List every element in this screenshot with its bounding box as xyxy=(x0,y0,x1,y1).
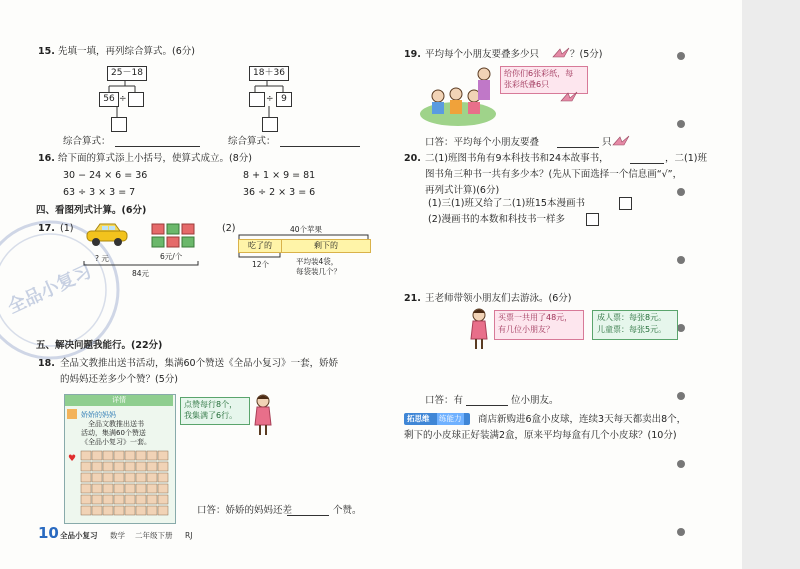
ext-badge-label-1: 拓思维 xyxy=(407,414,430,423)
car-price-label: ? 元 xyxy=(95,254,109,263)
binding-hole xyxy=(677,392,685,400)
q16-number: 16. xyxy=(38,153,55,164)
girl-figure-icon xyxy=(250,393,276,437)
q20-option-1: (1)三(1)班又给了二(1)班15本漫画书 xyxy=(428,198,585,209)
q18-number: 18. xyxy=(38,358,55,369)
binding-hole xyxy=(677,52,685,60)
q15-right-divisor: 9 xyxy=(276,92,292,107)
q16-equation-2[interactable]: 8 + 1 × 9 = 81 xyxy=(243,170,316,181)
q21-answer-suffix: 位小朋友。 xyxy=(511,395,559,406)
q15-combined-label-left: 综合算式： xyxy=(63,136,111,147)
q15-number: 15. xyxy=(38,46,55,57)
binding-hole xyxy=(677,528,685,536)
speech-bubble-tickets-line2: 有几位小朋友？ xyxy=(498,325,554,334)
paper-crane-icon xyxy=(612,135,630,147)
post-text-3: 《全品小复习》一套。 xyxy=(81,438,151,446)
section-5-title: 五、解决问题我能行。(22分) xyxy=(36,340,163,351)
q15-left-dividend: 56 xyxy=(99,92,119,107)
speech-bubble-paper-line1: 给你们6张彩纸，每 xyxy=(504,69,574,78)
q16-equation-1[interactable]: 30 − 24 × 6 = 36 xyxy=(63,170,148,181)
eaten-count: 12个 xyxy=(252,260,270,269)
q15-combined-answer-left[interactable] xyxy=(115,136,200,147)
q20-option-2: (2)漫画书的本数和科技书一样多 xyxy=(428,214,565,225)
q20-number: 20. xyxy=(404,153,421,164)
adult-ticket-price: 成人票：每张8元。 xyxy=(597,313,667,322)
q15-combined-answer-right[interactable] xyxy=(280,136,360,147)
footer-grade: 二年级下册 xyxy=(135,531,173,540)
q15-connector-lines xyxy=(95,78,305,120)
binding-strip xyxy=(742,0,800,569)
binding-hole xyxy=(677,460,685,468)
q19-answer-suffix: 只 xyxy=(602,137,612,148)
q15-combined-label-right: 综合算式： xyxy=(228,136,276,147)
q17-number: 17. xyxy=(38,223,55,234)
binding-hole xyxy=(677,256,685,264)
speech-bubble-line1: 点赞每行8个， xyxy=(184,400,238,409)
page-number: 10 xyxy=(38,524,59,542)
q18-answer-blank[interactable] xyxy=(287,505,329,516)
q15-right-operator: ÷ xyxy=(266,94,274,104)
q20-option-2-checkbox[interactable] xyxy=(586,213,599,226)
q17-part2-label: (2) xyxy=(222,223,236,234)
heart-icon: ♥ xyxy=(68,454,77,464)
footer-edition: RJ xyxy=(185,531,193,540)
teacher-figure-icon xyxy=(466,307,492,351)
children-group-illustration xyxy=(418,64,500,128)
post-text-2: 活动，集满60个赞送 xyxy=(81,429,146,437)
q20-prompt-line1: 二(1)班图书角有9本科技书和24本故事书， xyxy=(425,153,609,164)
section-4-title: 四、看图列式计算。(6分) xyxy=(36,205,147,216)
bag-note-line2: 每袋装几个？ xyxy=(296,267,341,276)
q20-option-1-checkbox[interactable] xyxy=(619,197,632,210)
paper-crane-icon xyxy=(552,47,570,59)
total-price-label: 84元 xyxy=(132,269,150,278)
speech-bubble-tickets-line1: 买票一共用了48元， xyxy=(498,313,573,322)
q15-prompt: 先填一填，再列综合算式。(6分) xyxy=(58,46,195,57)
q17-part1-label: (1) xyxy=(60,223,74,234)
q18-answer-prefix: 口答：娇娇的妈妈还差 xyxy=(197,505,293,516)
q21-answer-blank[interactable] xyxy=(466,395,508,406)
footer-subject: 数学 xyxy=(110,531,125,540)
q20-prompt-line1-end: ，二(1)班 xyxy=(665,153,707,164)
speech-bubble-line2: 我集满了6行。 xyxy=(184,411,238,420)
q16-equation-3[interactable]: 63 ÷ 3 × 3 = 7 xyxy=(63,187,136,198)
footer-brand: 全品小复习 xyxy=(60,531,98,540)
q15-left-operator: ÷ xyxy=(119,94,127,104)
q16-equation-4[interactable]: 36 ÷ 2 × 3 = 6 xyxy=(243,187,316,198)
q18-prompt-line1: 全品文教推出送书活动，集满60个赞送《全品小复习》一套，娇娇 xyxy=(60,358,339,369)
ext-badge-label-2: 练能力 xyxy=(439,414,462,423)
bar-remaining: 剩下的 xyxy=(281,239,371,253)
gift-boxes-icon xyxy=(150,222,196,250)
q18-answer-suffix: 个赞。 xyxy=(333,505,362,516)
apples-total-label: 40个苹果 xyxy=(290,225,323,234)
q20-prompt-line2: 图书角三种书一共有多少本？(先从下面选择一个信息画“√”， xyxy=(425,169,683,180)
likes-avatar-grid xyxy=(80,450,172,520)
bag-note-line1: 平均装4袋， xyxy=(296,257,339,266)
q21-number: 21. xyxy=(404,293,421,304)
post-text-1: 全品文教推出送书 xyxy=(88,420,144,428)
avatar xyxy=(67,409,77,419)
q19-number: 19. xyxy=(404,49,421,60)
binding-hole xyxy=(677,324,685,332)
q18-prompt-line2: 的妈妈还差多少个赞？(5分) xyxy=(60,374,178,385)
q19-answer-blank[interactable] xyxy=(557,137,599,148)
ext-prompt-line2: 剩下的小皮球正好装满2盒，原来平均每盒有几个小皮球？(10分) xyxy=(404,430,677,441)
q16-prompt: 给下面的算式添上小括号，使算式成立。(8分) xyxy=(58,153,252,164)
child-ticket-price: 儿童票：每张5元。 xyxy=(597,325,667,334)
q19-answer-prefix: 口答：平均每个小朋友要叠 xyxy=(425,137,540,148)
post-card-header: 详情 xyxy=(65,395,173,406)
bar-eaten: 吃了的 xyxy=(238,239,282,253)
gift-price-label: 6元/个 xyxy=(160,252,183,261)
paper-crane-icon xyxy=(560,91,578,103)
q21-prompt: 王老师带领小朋友们去游泳。(6分) xyxy=(425,293,572,304)
post-user-name: 娇娇的妈妈 xyxy=(81,411,116,419)
q15-left-top-expression: 25－18 xyxy=(107,66,147,81)
q21-answer-prefix: 口答：有 xyxy=(425,395,464,406)
watermark-text: 全品小复习 xyxy=(4,261,96,319)
q19-prompt: 平均每个小朋友要叠多少只 xyxy=(425,49,540,60)
q20-info-blank[interactable] xyxy=(630,153,664,164)
binding-hole xyxy=(677,188,685,196)
ext-prompt-line1: 商店新购进6盒小皮球，连续3天每天都卖出8个， xyxy=(478,414,687,425)
toy-car-icon xyxy=(84,222,130,248)
binding-hole xyxy=(677,120,685,128)
q15-right-top-expression: 18＋36 xyxy=(249,66,289,81)
q20-prompt-line3: 再列式计算)(6分) xyxy=(425,185,500,196)
q19-score: ？(5分) xyxy=(570,49,603,60)
speech-bubble-paper-line2: 张彩纸叠6只 xyxy=(504,80,550,89)
